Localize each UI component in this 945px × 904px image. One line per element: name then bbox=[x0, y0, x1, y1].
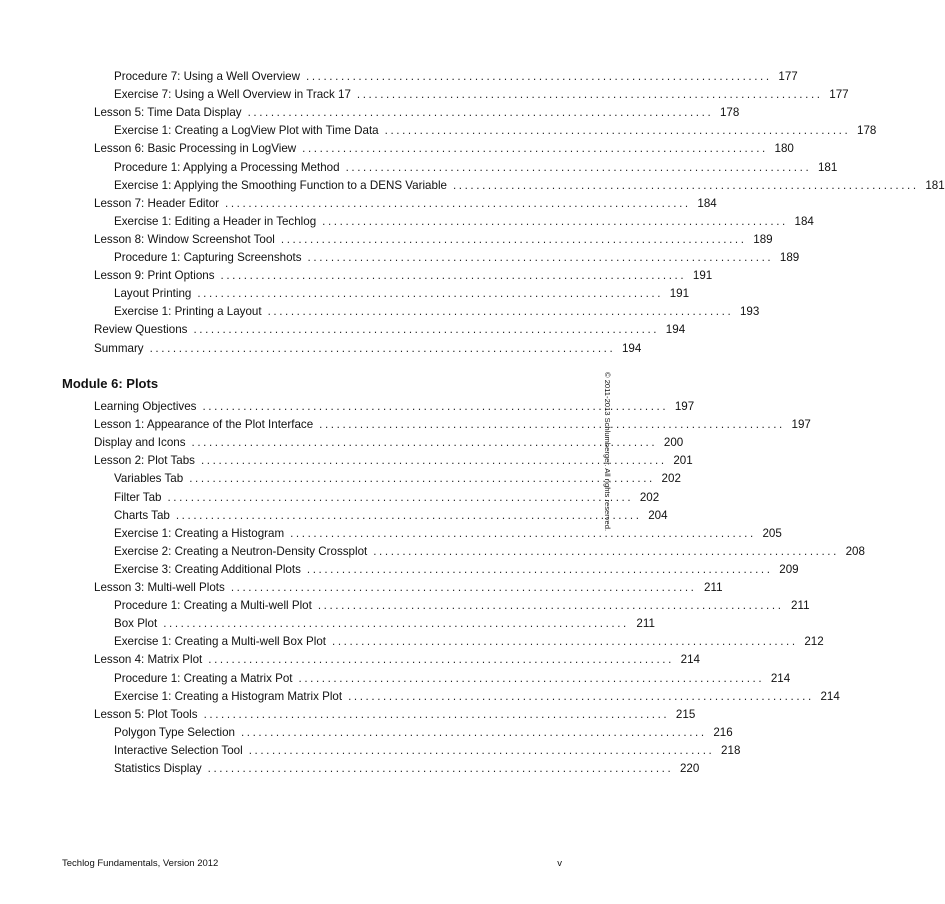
toc-entry-page: 194 bbox=[621, 341, 642, 355]
toc-entry-title: Box Plot bbox=[114, 617, 158, 631]
toc-entry-title: Lesson 1: Appearance of the Plot Interface bbox=[94, 418, 314, 432]
toc-entry-page: 212 bbox=[804, 635, 824, 649]
toc-entry-title: Polygon Type Selection bbox=[114, 725, 235, 739]
toc-dot-leader: ................................................................................ bbox=[267, 305, 734, 319]
toc-entry[interactable] bbox=[94, 319, 686, 337]
toc-dot-leader: ................................................................................ bbox=[306, 70, 772, 83]
toc-entry-title: Learning Objectives bbox=[94, 400, 197, 413]
toc-entry[interactable] bbox=[94, 649, 700, 667]
toc-entry-page: 181 bbox=[817, 160, 838, 174]
toc-dot-leader: ................................................................................ bbox=[149, 341, 616, 355]
toc-entry-page: 205 bbox=[762, 526, 782, 540]
toc-entry-title: Lesson 7: Header Editor bbox=[94, 196, 220, 210]
toc-entry-page: 211 bbox=[704, 581, 723, 594]
toc-entry-page: 215 bbox=[675, 707, 696, 721]
toc-entry-title: Exercise 2: Creating a Neutron-Density Crossplot bbox=[114, 544, 368, 558]
toc-entry[interactable] bbox=[114, 120, 877, 138]
toc-entry-title: Lesson 8: Window Screenshot Tool bbox=[94, 232, 275, 246]
toc-entry-title: Exercise 1: Creating a Histogram bbox=[114, 526, 285, 540]
toc-entry[interactable] bbox=[94, 432, 684, 450]
toc-entry-title: Procedure 1: Applying a Processing Method bbox=[114, 160, 340, 174]
toc-entry-page: 191 bbox=[669, 287, 690, 301]
toc-entry-page: 208 bbox=[845, 544, 865, 558]
toc-dot-leader: ................................................................................ bbox=[167, 490, 634, 504]
toc-entry-page: 189 bbox=[779, 251, 800, 264]
toc-entry[interactable] bbox=[114, 595, 810, 613]
toc-entry-page: 194 bbox=[665, 323, 686, 337]
toc-entry[interactable] bbox=[114, 631, 824, 649]
toc-entry-title: Lesson 9: Print Options bbox=[94, 269, 215, 283]
toc-entry-title: Exercise 1: Editing a Header in Techlog bbox=[114, 214, 317, 228]
toc-entry-page: 201 bbox=[673, 454, 693, 468]
toc-dot-leader: ................................................................................ bbox=[175, 508, 642, 522]
toc-entry-page: 197 bbox=[674, 400, 695, 413]
toc-entry[interactable] bbox=[114, 758, 700, 776]
toc-dot-leader: ................................................................................ bbox=[307, 251, 774, 264]
toc-entry[interactable] bbox=[114, 175, 945, 193]
toc-entry[interactable] bbox=[94, 704, 696, 722]
toc-dot-leader: ................................................................................ bbox=[191, 436, 658, 450]
toc-entry-title: Exercise 1: Printing a Layout bbox=[114, 305, 262, 319]
toc-entry-title: Exercise 1: Creating a LogView Plot with Time Data bbox=[114, 124, 379, 138]
toc-entry-page: 180 bbox=[774, 142, 794, 156]
footer-page-number: v bbox=[557, 858, 562, 869]
toc-entry[interactable] bbox=[114, 84, 849, 102]
toc-dot-leader: ................................................................................ bbox=[290, 526, 756, 540]
toc-entry[interactable] bbox=[114, 66, 798, 84]
toc-entry-title: Exercise 7: Using a Well Overview in Track 17 bbox=[114, 88, 351, 102]
toc-entry[interactable] bbox=[114, 613, 655, 631]
toc-entry[interactable] bbox=[94, 577, 723, 595]
toc-entry[interactable] bbox=[94, 138, 794, 156]
toc-dot-leader: ................................................................................ bbox=[203, 707, 670, 721]
toc-entry-title: Lesson 6: Basic Processing in LogView bbox=[94, 142, 297, 156]
toc-entry[interactable] bbox=[94, 450, 693, 468]
footer-title: Techlog Fundamentals, Version 2012 bbox=[62, 858, 219, 869]
copyright-notice: © 2011-2013 Schlumberger. All rights reserved. bbox=[603, 372, 612, 532]
toc-entry[interactable] bbox=[114, 686, 840, 704]
toc-entry-title: Lesson 4: Matrix Plot bbox=[94, 653, 203, 667]
toc-entry-page: 191 bbox=[692, 269, 713, 283]
toc-entry-title: Procedure 1: Creating a Multi-well Plot bbox=[114, 599, 312, 613]
toc-entry-title: Procedure 1: Capturing Screenshots bbox=[114, 251, 302, 264]
toc-entry[interactable] bbox=[114, 211, 814, 229]
toc-entry-title: Display and Icons bbox=[94, 436, 186, 450]
toc-entry[interactable] bbox=[114, 301, 760, 319]
toc-entry-page: 211 bbox=[791, 599, 810, 613]
toc-entry-title: Interactive Selection Tool bbox=[114, 743, 243, 757]
toc-entry[interactable] bbox=[114, 468, 681, 486]
toc-entry-page: 204 bbox=[648, 508, 668, 522]
toc-entry-title: Procedure 7: Using a Well Overview bbox=[114, 70, 301, 83]
toc-entry[interactable] bbox=[114, 247, 800, 265]
toc-dot-leader: ................................................................................ bbox=[240, 725, 707, 739]
toc-entry-title: Exercise 3: Creating Additional Plots bbox=[114, 562, 301, 576]
toc-dot-leader: ................................................................................ bbox=[384, 124, 851, 138]
toc-entry[interactable] bbox=[94, 265, 713, 283]
toc-entry-page: 197 bbox=[791, 418, 811, 432]
toc-entry-title: Exercise 1: Creating a Histogram Matrix Plot bbox=[114, 689, 343, 703]
toc-entry[interactable] bbox=[94, 193, 717, 211]
toc-entry[interactable] bbox=[94, 338, 642, 356]
toc-entry-page: 218 bbox=[721, 743, 741, 757]
toc-dot-leader: ................................................................................ bbox=[193, 323, 660, 337]
toc-dot-leader: ................................................................................ bbox=[319, 418, 785, 432]
toc-entry-page: 177 bbox=[829, 88, 849, 102]
toc-entry-title: Procedure 1: Creating a Matrix Pot bbox=[114, 671, 293, 685]
toc-entry-page: 216 bbox=[713, 725, 733, 739]
toc-entry-title: Lesson 5: Plot Tools bbox=[94, 707, 198, 721]
toc-entry-page: 178 bbox=[719, 106, 740, 120]
toc-entry[interactable] bbox=[114, 722, 733, 740]
toc-entry-page: 214 bbox=[820, 689, 840, 703]
toc-entry-page: 189 bbox=[753, 232, 773, 246]
toc-entry-page: 220 bbox=[679, 762, 700, 775]
toc-dot-leader: ................................................................................ bbox=[348, 689, 814, 703]
toc-entry[interactable] bbox=[114, 487, 660, 505]
toc-dot-leader: ................................................................................ bbox=[332, 635, 798, 649]
toc-dot-leader: ................................................................................ bbox=[197, 287, 664, 301]
toc-entry[interactable] bbox=[114, 505, 668, 523]
toc-entry-title: Filter Tab bbox=[114, 490, 162, 504]
toc-entry-title: Exercise 1: Creating a Multi-well Box Plot bbox=[114, 635, 326, 649]
toc-entry-title: Charts Tab bbox=[114, 508, 170, 522]
toc-dot-leader: ................................................................................ bbox=[317, 599, 784, 613]
toc-entry-title: Summary bbox=[94, 341, 144, 355]
toc-dot-leader: ................................................................................ bbox=[189, 472, 655, 486]
toc-entry-title: Statistics Display bbox=[114, 762, 202, 775]
toc-dot-leader: ................................................................................ bbox=[207, 762, 674, 775]
toc-dot-leader: ................................................................................ bbox=[356, 88, 823, 102]
toc-entry-page: 184 bbox=[697, 196, 717, 210]
toc-entry-title: Review Questions bbox=[94, 323, 188, 337]
toc-dot-leader: ................................................................................ bbox=[345, 160, 812, 174]
toc-entry-page: 202 bbox=[661, 472, 681, 486]
toc-dot-leader: ................................................................................ bbox=[452, 178, 919, 192]
toc-dot-leader: ................................................................................ bbox=[220, 269, 687, 283]
toc-entry[interactable] bbox=[114, 283, 690, 301]
toc-entry-title: Lesson 3: Multi-well Plots bbox=[94, 581, 225, 594]
toc-entry-page: 202 bbox=[639, 490, 660, 504]
toc-entry[interactable] bbox=[114, 523, 782, 541]
toc-entry-title: Variables Tab bbox=[114, 472, 184, 486]
toc-entry-page: 184 bbox=[794, 214, 814, 228]
toc-dot-leader: ................................................................................ bbox=[200, 454, 667, 468]
toc-entry[interactable] bbox=[114, 541, 865, 559]
toc-entry[interactable] bbox=[114, 740, 741, 758]
toc-entry-title: Layout Printing bbox=[114, 287, 192, 301]
toc-dot-leader: ................................................................................ bbox=[208, 653, 674, 667]
toc-entry-page: 214 bbox=[680, 653, 700, 667]
toc-entry-page: 193 bbox=[739, 305, 760, 319]
toc-entry-title: Lesson 2: Plot Tabs bbox=[94, 454, 195, 468]
toc-entry[interactable] bbox=[94, 229, 773, 247]
toc-dot-leader: ................................................................................ bbox=[248, 743, 715, 757]
toc-entry-page: 177 bbox=[778, 70, 798, 83]
toc-entry-page: 214 bbox=[770, 671, 791, 685]
toc-entry-title: Lesson 5: Time Data Display bbox=[94, 106, 242, 120]
toc-entry-page: 200 bbox=[663, 436, 684, 450]
toc-dot-leader: ................................................................................ bbox=[230, 581, 697, 594]
toc-dot-leader: ................................................................................ bbox=[298, 671, 765, 685]
module-heading: Module 6: Plots bbox=[62, 376, 159, 391]
toc-entry-page: 181 bbox=[925, 178, 945, 192]
toc-entry[interactable] bbox=[114, 157, 838, 175]
toc-dot-leader: ................................................................................ bbox=[373, 544, 839, 558]
toc-dot-leader: ................................................................................ bbox=[302, 142, 768, 156]
toc-dot-leader: ................................................................................ bbox=[225, 196, 691, 210]
toc-dot-leader: ................................................................................ bbox=[280, 232, 747, 246]
toc-dot-leader: ................................................................................ bbox=[322, 214, 788, 228]
toc-entry[interactable] bbox=[94, 414, 811, 432]
toc-dot-leader: ................................................................................ bbox=[202, 400, 669, 413]
toc-entry-page: 211 bbox=[636, 617, 655, 631]
toc-dot-leader: ................................................................................ bbox=[247, 106, 714, 120]
toc-entry[interactable] bbox=[114, 668, 791, 686]
toc-dot-leader: ................................................................................ bbox=[163, 617, 629, 631]
toc-entry-page: 178 bbox=[857, 124, 877, 138]
toc-entry[interactable] bbox=[94, 396, 695, 414]
toc-entry-title: Exercise 1: Applying the Smoothing Function to a DENS Variable bbox=[114, 178, 447, 192]
toc-entry-page: 209 bbox=[779, 562, 799, 576]
toc-entry[interactable] bbox=[114, 559, 799, 577]
toc-dot-leader: ................................................................................ bbox=[306, 562, 773, 576]
toc-entry[interactable] bbox=[94, 102, 740, 120]
